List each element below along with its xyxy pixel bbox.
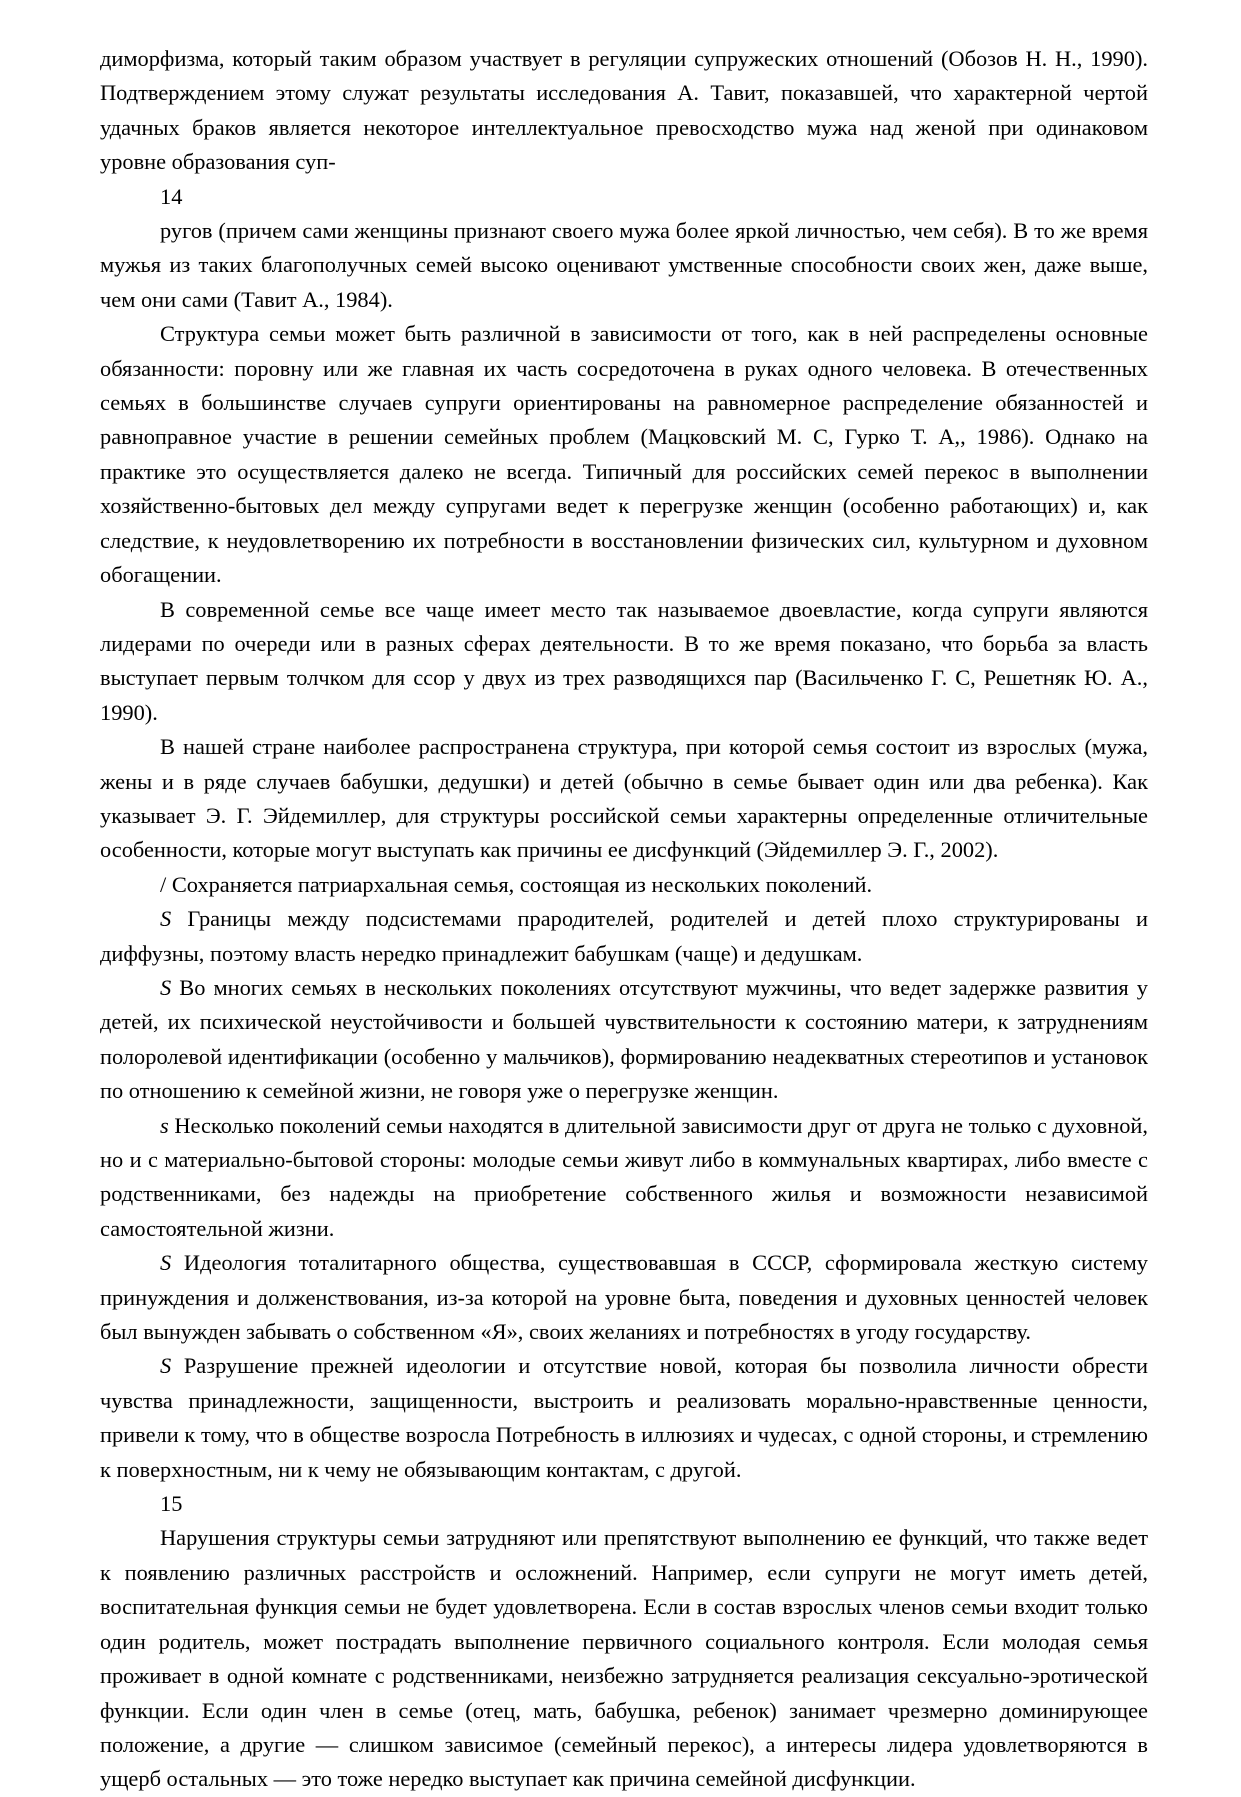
bullet-item-neskolko-pokoleniy — [100, 1109, 1148, 1247]
bullet-marker: S — [160, 974, 172, 1000]
bullet-text: Сохраняется патриархальная семья, состоящая из нескольких поколений. — [166, 871, 873, 897]
paragraph-rugov: ругов (причем сами женщины признают своего мужа более яркой личностью, чем себя). В то же время мужья из таких благополучных семей высоко оценивают умственные способности своих жен, даже выше, чем они сами (Тавит А., 1984). — [100, 218, 1148, 312]
bullet-item-granicy — [100, 902, 1148, 971]
bullet-text: Разрушение прежней идеологии и отсутствие новой, которая бы позволила личности обрести чувства принадлежности, защищенности, выстроить и реализовать морально-нравственные ценности, привели к тому, что в обществе возросла Потребность в иллюзиях и чудесах, с одной стороны, и стремлению к поверхностным, ни к чему не обязывающим контактам, с другой. — [100, 1353, 1148, 1482]
paragraph-narusheniya-struktury: Нарушения структуры семьи затрудняют или препятствуют выполнению ее функций, что также ведет к появлению различных расстройств и осложнений. Например, если супруги не могут иметь детей, воспитательная функция семьи не будет удовлетворена. Если в состав взрослых членов семьи входит только один родитель, может пострадать выполнение первичного социального контроля. Если молодая семья проживает в одной комнате с родственниками, неизбежно затрудняется реализация сексуально-эротической функции. Если один член в семье (отец, мать, бабушка, ребенок) занимает чрезмерно доминирующее положение, а другие — слишком зависимое (семейный перекос), а интересы лидера удовлетворяются в ущерб остальных — это тоже нередко выступает как причина семейной дисфункции. — [100, 1525, 1148, 1792]
bullet-marker: S — [160, 906, 172, 932]
bullet-marker: S — [160, 1250, 172, 1276]
bullet-marker: S — [160, 1353, 172, 1379]
bullet-item-ideologiya — [100, 1246, 1148, 1349]
bullet-text: Границы между подсистемами прародителей, родителей и детей плохо структурированы и диффузны, поэтому власть нередко принадлежит бабушкам (чаще) и дедушкам. — [100, 906, 1148, 966]
bullet-text: Во многих семьях в нескольких поколениях отсутствуют мужчины, что ведет задержке развития у детей, их психической неустойчивости и большей чувствительности к состоянию матери, к затруднениям полоролевой идентификации (особенно у мальчиков), формированию неадекватных стереотипов и установок по отношению к семейной жизни, не говоря уже о перегрузке женщин. — [100, 974, 1148, 1104]
bullet-item-otsutstvuyut-muzhchiny — [100, 971, 1148, 1109]
bullet-marker: s — [160, 1112, 169, 1138]
page-number-15: 15 — [160, 1491, 183, 1517]
paragraph-dvoevlastie: В современной семье все чаще имеет место так называемое двоевластие, когда супруги являются лидерами по очереди или в разных сферах деятельности. В то же время показано, что борьба за власть выступает первым толчком для ссор у двух из трех разводящихся пар (Васильченко Г. С, Решетняк Ю. А., 1990). — [100, 596, 1148, 725]
paragraph-dimorfizma: диморфизма, который таким образом участвует в регуляции супружеских отношений (Обозов Н. Н., 1990). Подтверждением этому служат результаты исследования А. Тавит, показавшей, что характерной чертой удачных браков является некоторое интеллектуальное превосходство мужа над женой при одинаковом уровне образования суп- — [100, 46, 1148, 175]
paragraph-struktura-semi: Структура семьи может быть различной в зависимости от того, как в ней распределены основные обязанности: поровну или же главная их часть сосредоточена в руках одного человека. В отечественных семьях в большинстве случаев супруги ориентированы на равномерное распределение обязанностей и равноправное участие в решении семейных проблем (Мацковский М. С, Гурко Т. А,, 1986). Однако на практике это осуществляется далеко не всегда. Типичный для российских семей перекос в выполнении хозяйственно-бытовых дел между супругами ведет к перегрузке женщин (особенно работающих) и, как следствие, к неудовлетворению их потребности в восстановлении физических сил, культурном и духовном обогащении. — [100, 321, 1148, 588]
bullet-text: Идеология тоталитарного общества, существовавшая в СССР, сформировала жесткую систему принуждения и долженствования, из-за которой на уровне быта, поведения и духовных ценностей человек был вынужден забывать о собственном «Я», своих желаниях и потребностях в угоду государству. — [100, 1250, 1148, 1345]
paragraph-nashey-strane: В нашей стране наиболее распространена структура, при которой семья состоит из взрослых (мужа, жены и в ряде случаев бабушки, дедушки) и детей (обычно в семье бывает один или два ребенка). Как указывает Э. Г. Эйдемиллер, для структуры российской семьи характерны определенные отличительные особенности, которые могут выступать как причины ее дисфункций (Эйдемиллер Э. Г., 2002). — [100, 734, 1148, 863]
bullet-text: Несколько поколений семьи находятся в длительной зависимости друг от друга не только с духовной, но и с материально-бытовой стороны: молодые семьи живут либо в коммунальных квартирах, либо вместе с родственниками, без надежды на приобретение собственного жилья и возможности независимой самостоятельной жизни. — [100, 1112, 1148, 1241]
bullet-item-razrushenie — [100, 1349, 1148, 1487]
bullet-item-patriarhalnaya — [100, 868, 1148, 902]
page-number-14: 14 — [160, 183, 183, 209]
bullet-marker: / — [160, 871, 167, 897]
page-body — [100, 42, 1148, 1797]
